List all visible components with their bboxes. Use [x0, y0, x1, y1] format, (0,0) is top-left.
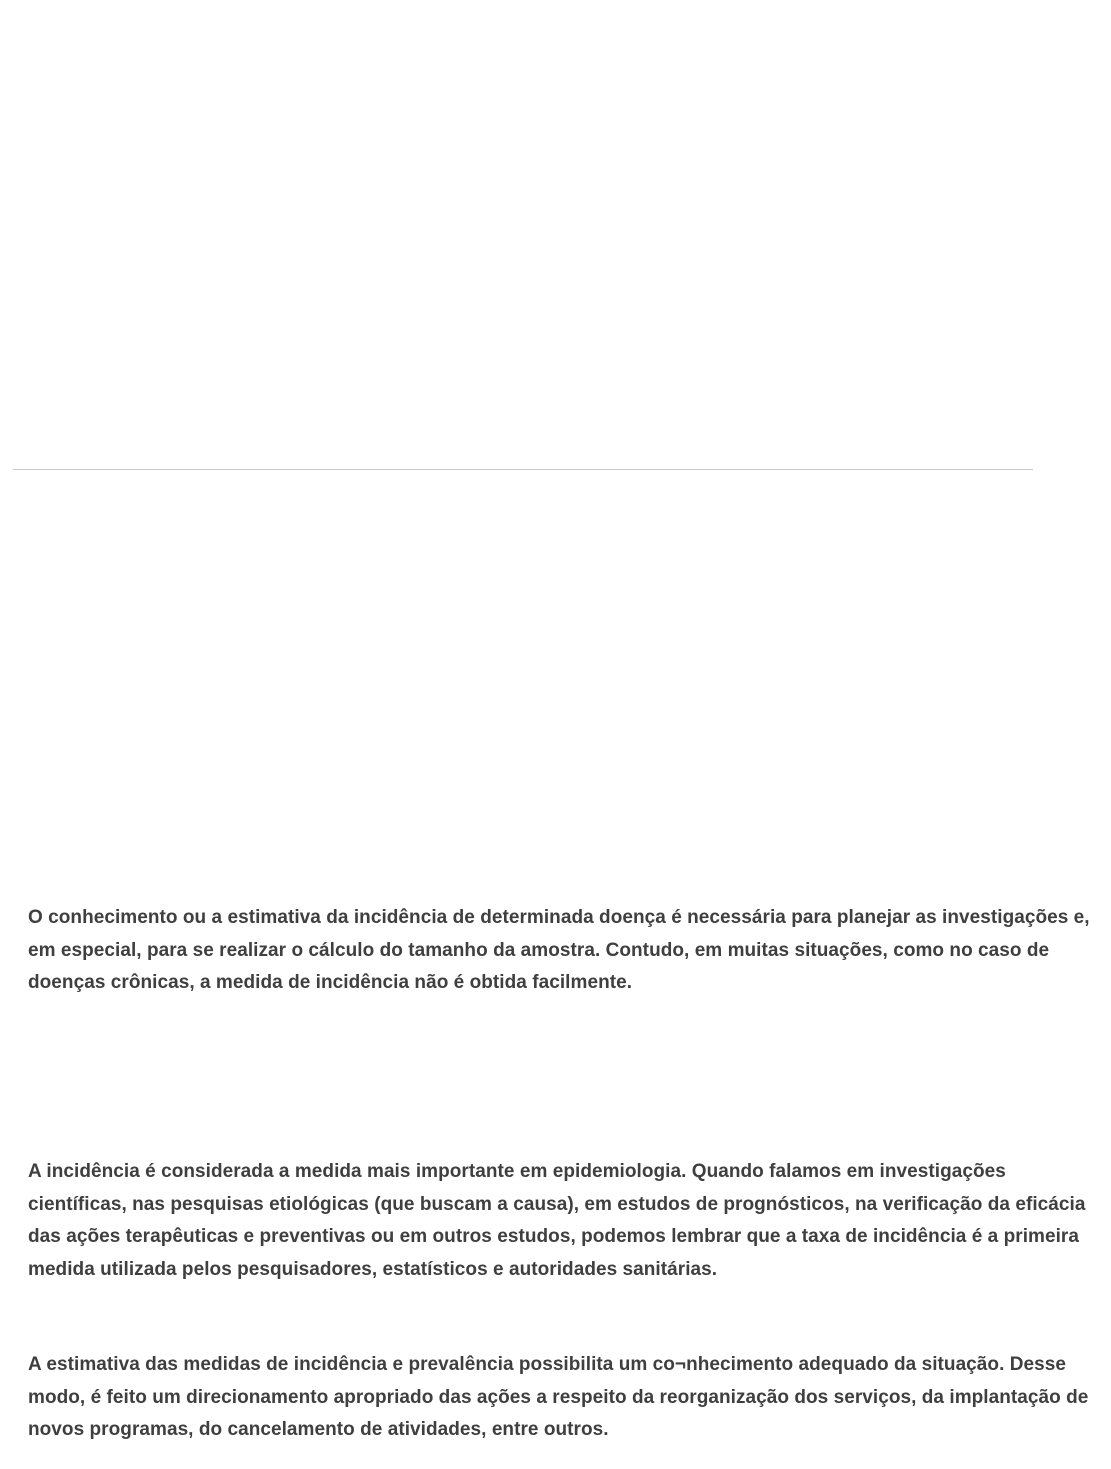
paragraph-incidence-knowledge: O conhecimento ou a estimativa da incidência de determinada doença é necessária para planejar as investigações e, em especial, para se realizar o cálculo do tamanho da amostra. Contudo, em muitas situações, como no caso de doenças crônicas, a medida de incidência não é obtida facilmente.: [28, 907, 1090, 994]
section-divider: [13, 469, 1033, 470]
paragraph-incidence-importance: A incidência é considerada a medida mais importante em epidemiologia. Quando falamos em investigações científicas, nas pesquisas etiológicas (que buscam a causa), em estudos de prognósticos, na verificação da eficácia das ações terapêuticas e preventivas ou em outros estudos, podemos lembrar que a taxa de incidência é a primeira medida utilizada pelos pesquisadores, estatísticos e autoridades sanitárias.: [28, 1161, 1086, 1280]
paragraph-incidence-prevalence-estimate: A estimativa das medidas de incidência e prevalência possibilita um co¬nhecimento adequado da situação. Desse modo, é feito um direcionamento apropriado das ações a respeito da reorganização dos serviços, da implantação de novos programas, do cancelamento de atividades, entre outros.: [28, 1354, 1089, 1441]
